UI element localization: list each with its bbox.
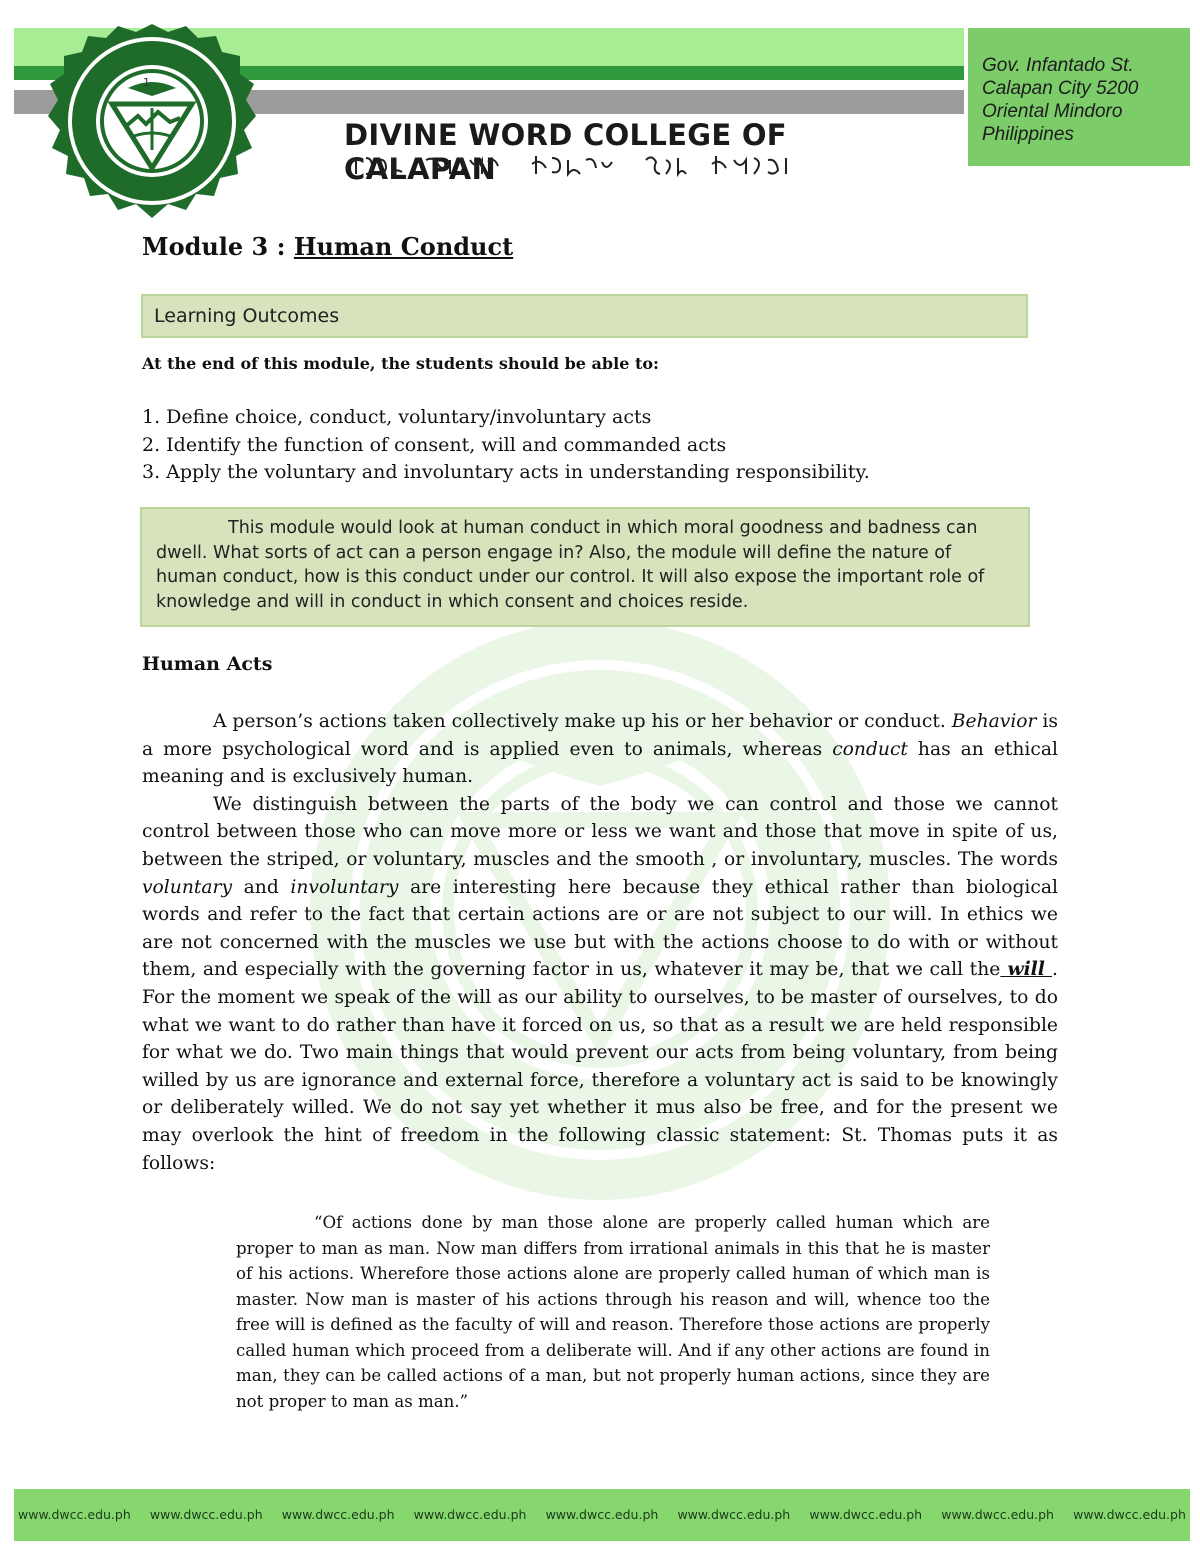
footer-link[interactable]: www.dwcc.edu.ph — [545, 1507, 659, 1522]
paragraph — [142, 791, 1058, 1177]
module-summary-text: This module would look at human conduct in which moral goodness and badness can dwell. What sorts of act can a person engage in? Also, the module will define the nature of human conduct, how is this conduct under our control. It will also expose the important role of knowledge and will in conduct in which consent and choices reside. — [156, 518, 985, 612]
text-run: A person’s actions taken collectively make up his or her behavior or conduct. — [213, 711, 952, 732]
college-seal-logo — [46, 22, 258, 222]
module-summary-box — [140, 507, 1030, 627]
text-run: will — [1000, 958, 1053, 981]
page-number: 1 — [143, 76, 150, 89]
outcomes-list — [142, 404, 870, 487]
text-run: are interesting here because they ethical rather than biological words and refer to the fact that certain actions are or are not subject to our will. In ethics we are not concerned with the muscles we use but with the actions choose to do with or without them, and especially with the governing factor in us, whatever it may be, that we call the — [142, 876, 1058, 981]
footer-link[interactable]: www.dwcc.edu.ph — [18, 1507, 131, 1522]
paragraph — [142, 708, 1058, 791]
footer-link[interactable]: www.dwcc.edu.ph — [413, 1507, 527, 1522]
section-heading: Human Acts — [142, 653, 273, 675]
footer-link[interactable]: www.dwcc.edu.ph — [677, 1507, 791, 1522]
module-name: Human Conduct — [293, 232, 514, 261]
text-run: We distinguish between the parts of the body we can control and those we cannot control between those who can move more or less we want and those that move in spite of us, between the striped, or voluntary, muscles and the smooth , or involuntary, muscles. The words — [142, 793, 1058, 870]
text-run: Behavior — [951, 711, 1037, 732]
module-prefix: Module 3 : — [142, 232, 294, 261]
text-run: and — [232, 876, 291, 898]
address-box — [968, 28, 1190, 166]
section-body — [142, 708, 1058, 1177]
block-quote: “Of actions done by man those alone are properly called human which are proper to man as man. Now man differs from irrational animals in this that he is master of his actions. Wherefore those actions alone are properly called human of which man is master. Now man is master of his actions through his reason and will, whence too the free will is defined as the faculty of will and reason. Therefore those actions are properly called human which proceed from a deliberate will. And if any other actions are found in man, they can be called actions of a man, but not properly human actions, since they are not proper to man as man.” — [236, 1213, 990, 1411]
text-run: has an ethical meaning and is exclusively human. — [142, 738, 1058, 788]
learning-outcomes-heading: Learning Outcomes — [154, 305, 340, 327]
text-run: voluntary — [142, 876, 232, 898]
college-name: DIVINE WORD COLLEGE OF CALAPAN — [344, 118, 787, 186]
footer-link[interactable]: www.dwcc.edu.ph — [1073, 1507, 1186, 1522]
outcome-item: 1. Define choice, conduct, voluntary/involuntary acts — [142, 406, 652, 428]
address-line: Philippines — [982, 124, 1074, 145]
baybayin-script-icon — [346, 150, 866, 184]
text-run: conduct — [832, 738, 908, 760]
address-line: Oriental Mindoro — [982, 101, 1123, 122]
footer-link[interactable]: www.dwcc.edu.ph — [941, 1507, 1054, 1522]
outcomes-intro: At the end of this module, the students should be able to: — [142, 354, 659, 373]
address-line: Calapan City 5200 — [982, 78, 1139, 99]
text-run: involuntary — [290, 876, 399, 898]
text-run: is a more psychological word and is applied even to animals, whereas — [142, 711, 1058, 760]
text-run: . For the moment we speak of the will as our ability to ourselves, to be master of ourselves, to do what we want to do rather than have it forced on us, so that as a result we are held responsible for what we do. Two main things that would prevent our acts from being voluntary, from being willed by us are ignorance and external force, therefore a voluntary act is said to be knowingly or deliberately willed. We do not say yet whether it mus also be free, and for the present we may overlook the hint of freedom in the following classic statement: St. Thomas puts it as follows: — [142, 959, 1058, 1174]
footer-links — [14, 1507, 1190, 1522]
address-line: Gov. Infantado St. — [982, 55, 1134, 76]
footer-band — [14, 1489, 1190, 1541]
outcome-item: 2. Identify the function of consent, will and commanded acts — [142, 433, 727, 456]
module-title — [142, 232, 513, 261]
footer-link[interactable]: www.dwcc.edu.ph — [281, 1507, 395, 1522]
learning-outcomes-box — [141, 294, 1028, 338]
footer-link[interactable]: www.dwcc.edu.ph — [809, 1507, 923, 1522]
footer-link[interactable]: www.dwcc.edu.ph — [149, 1507, 263, 1522]
outcome-item: 3. Apply the voluntary and involuntary acts in understanding responsibility. — [142, 461, 870, 483]
